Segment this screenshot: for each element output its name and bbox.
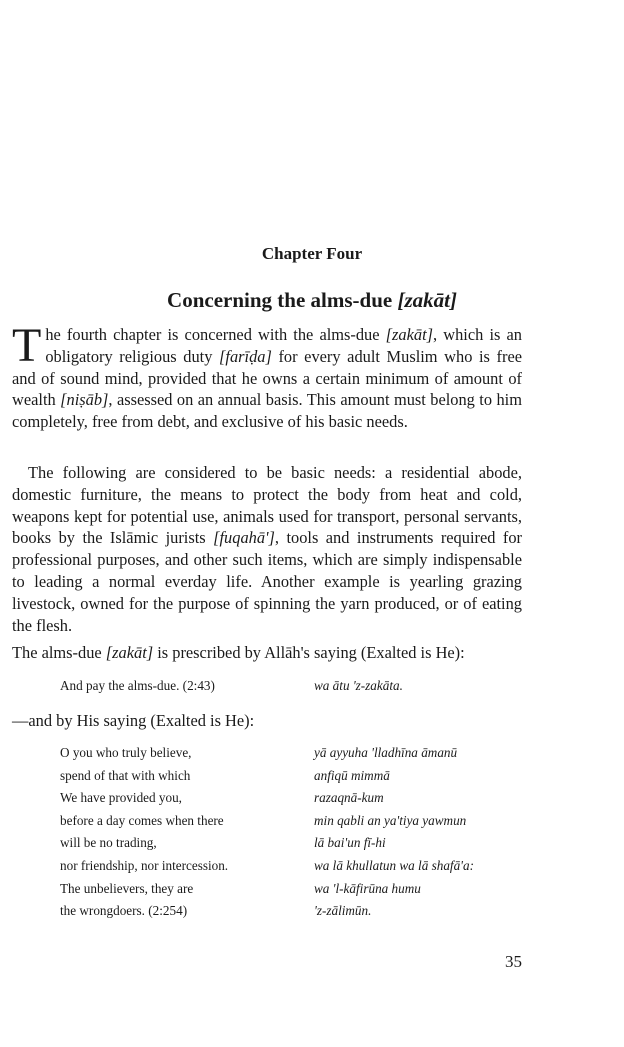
- verse-line: [60, 900, 530, 923]
- chapter-title: [0, 288, 624, 313]
- term: [zakāt]: [105, 643, 154, 662]
- paragraph-prescription: [12, 642, 522, 664]
- term: [zakāt]: [385, 325, 434, 344]
- verse-transliteration: wa ātu 'z-zakāta.: [314, 678, 403, 693]
- verse-transliteration: 'z-zālimūn.: [314, 903, 372, 919]
- paragraph-text: , tools and instruments required for professional purposes, and other such items, which are simply indispensable to leading a normal everday life. Another example is yearling grazing livestock, owned for the purpose of spinning the yarn produced, or of eating the flesh.: [12, 528, 522, 635]
- verse-transliteration: wa lā khullatun wa lā shafā'a:: [314, 857, 474, 873]
- verse-line: [60, 878, 530, 901]
- verse-english: O you who truly believe,: [60, 745, 192, 760]
- paragraph-text: The alms-due: [12, 643, 106, 662]
- paragraph-intro: [12, 319, 522, 433]
- verse-line: [60, 832, 530, 855]
- paragraph-text: for every adult Muslim who is free and of sound mind, provided that he owns a certain minimum of amount of wealth: [12, 346, 522, 410]
- verse-transliteration: razaqnā-kum: [314, 790, 384, 806]
- verse-transliteration: yā ayyuha 'lladhīna āmanū: [314, 745, 458, 760]
- verse-transliteration: wa 'l-kāfirūna humu: [314, 880, 421, 896]
- verse-block-1: [60, 675, 530, 698]
- paragraph-basic-needs: [12, 462, 522, 636]
- page-number: 35: [505, 952, 522, 971]
- verse-english: before a day comes when there: [60, 812, 224, 828]
- verse-english: will be no trading,: [60, 835, 157, 851]
- paragraph-text: —and by His saying (Exalted is He):: [12, 711, 255, 730]
- paragraph-second-saying: [12, 710, 522, 732]
- paragraph-text: is prescribed by Allāh's saying (Exalted is He):: [153, 643, 465, 662]
- verse-line: [60, 810, 530, 833]
- chapter-title-main: Concerning the alms-due: [167, 288, 398, 312]
- verse-english: spend of that with which: [60, 767, 191, 783]
- paragraph-text: The following are considered to be basic needs: a residential abode, domestic furniture, the means to protect the body from heat and cold, weapons kept for potential use, animals used for transport, personal servants, books by the Islāmic jurists: [12, 463, 522, 548]
- verse-english: We have provided you,: [60, 790, 182, 806]
- verse-transliteration: min qabli an ya'tiya yawmun: [314, 812, 467, 828]
- paragraph-text: , assessed on an annual basis. This amount must belong to him completely, free from debt, and exclusive of his basic needs.: [12, 390, 522, 432]
- verse-block-2: [60, 742, 530, 923]
- verse-transliteration: anfiqū mimmā: [314, 767, 390, 783]
- paragraph-text: , which is an obligatory religious duty: [45, 325, 522, 366]
- verse-english: And pay the alms-due. (2:43): [60, 678, 215, 693]
- chapter-label: Chapter Four: [261, 244, 363, 263]
- drop-cap: T: [12, 319, 42, 372]
- verse-english: the wrongdoers. (2:254): [60, 903, 188, 919]
- paragraph-text: he fourth chapter is concerned with the alms-due: [45, 325, 386, 344]
- term: [niṣāb]: [60, 390, 109, 410]
- verse-line: [60, 765, 530, 788]
- chapter-title-term: [zakāt]: [397, 288, 457, 312]
- verse-line: [60, 742, 530, 765]
- verse-english: nor friendship, nor intercession.: [60, 857, 229, 873]
- verse-line: [60, 787, 530, 810]
- verse-line: [60, 855, 530, 878]
- term: [fuqahā']: [213, 528, 275, 548]
- verse-transliteration: lā bai'un fī-hi: [314, 835, 386, 851]
- verse-english: The unbelievers, they are: [60, 880, 194, 896]
- term: [farīḍa]: [219, 346, 272, 366]
- verse-line: [60, 675, 530, 698]
